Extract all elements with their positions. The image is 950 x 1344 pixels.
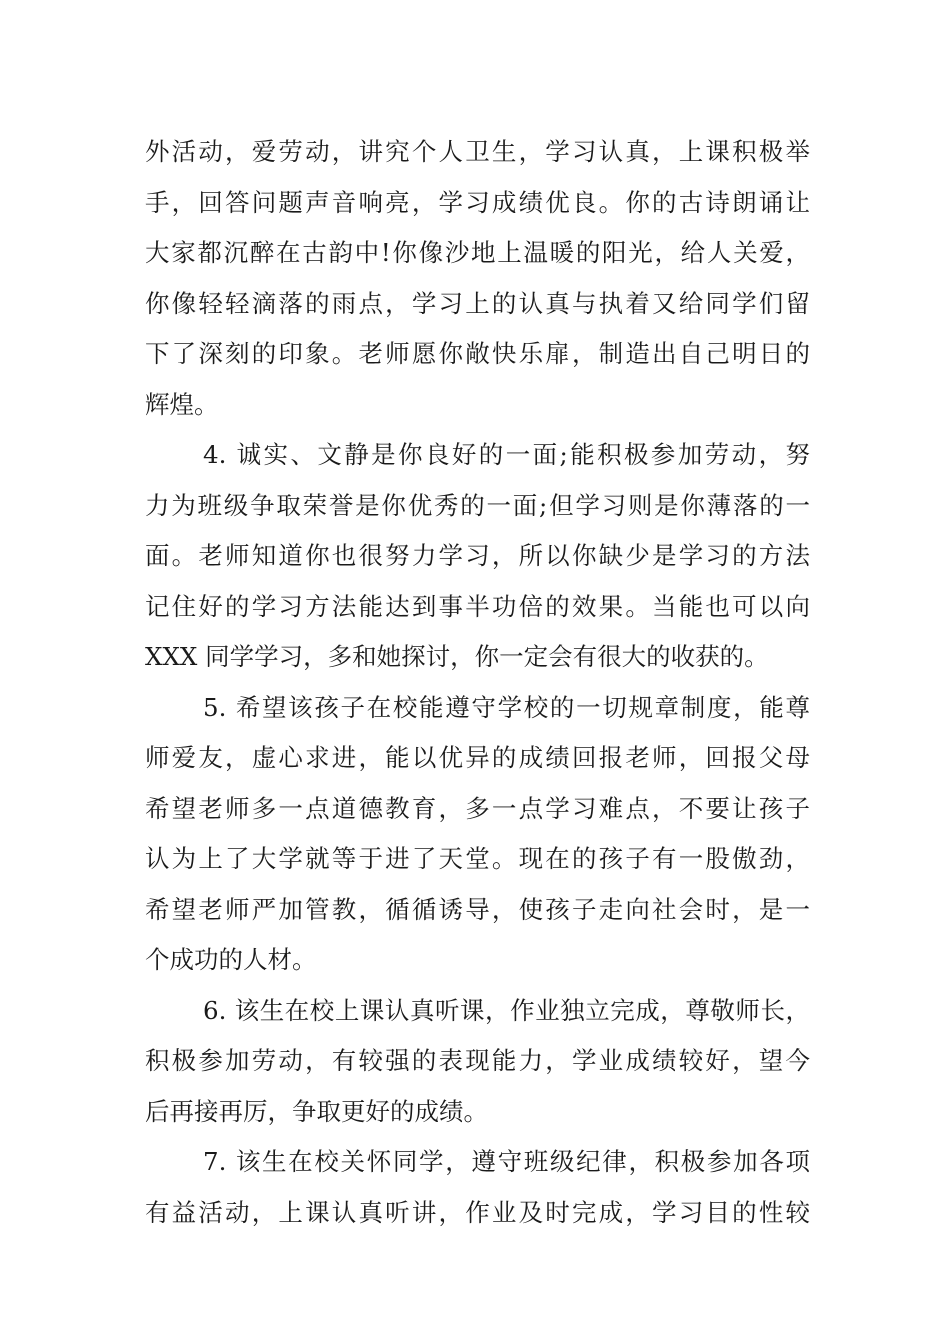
text-line: 6. 该生在校上课认真听课，作业独立完成，尊敬师长， [203, 995, 810, 1025]
text-line: 大家都沉醉在古韵中!你像沙地上温暖的阳光，给人关爱， [145, 238, 810, 267]
text-line: 后再接再厉，争取更好的成绩。 [145, 1096, 488, 1126]
text-line: 希望老师严加管教，循循诱导，使孩子走向社会时，是一 [145, 894, 810, 924]
text-line: 记住好的学习方法能达到事半功倍的效果。当能也可以向 [145, 591, 810, 621]
text-line: 认为上了大学就等于进了天堂。现在的孩子有一股傲劲， [145, 844, 810, 873]
text-line: 面。老师知道你也很努力学习，所以你缺少是学习的方法 [145, 541, 810, 570]
text-line: 7. 该生在校关怀同学，遵守班级纪律，积极参加各项 [203, 1147, 810, 1176]
text-line: 师爱友，虚心求进，能以优异的成绩回报老师，回报父母 [145, 743, 810, 772]
text-line: XXX 同学学习，多和她探讨，你一定会有很大的收获的。 [145, 642, 769, 671]
text-line: 手，回答问题声音响亮，学习成绩优良。你的古诗朗诵让 [145, 187, 810, 217]
text-line: 力为班级争取荣誉是你优秀的一面;但学习则是你薄落的一 [145, 490, 810, 520]
document-body [145, 127, 810, 1238]
text-line: 4. 诚实、文静是你良好的一面;能积极参加劳动，努 [203, 440, 810, 469]
text-line: 有益活动，上课认真听讲，作业及时完成，学习目的性较 [145, 1197, 810, 1227]
text-line: 个成功的人材。 [145, 945, 317, 974]
text-line: 希望老师多一点道德教育，多一点学习难点，不要让孩子 [145, 793, 810, 823]
text-line: 外活动，爱劳动，讲究个人卫生，学习认真，上课积极举 [145, 137, 810, 166]
text-line: 5. 希望该孩子在校能遵守学校的一切规章制度，能尊 [203, 692, 810, 722]
text-line: 你像轻轻滴落的雨点，学习上的认真与执着又给同学们留 [145, 288, 810, 318]
text-line: 下了深刻的印象。老师愿你敞快乐扉，制造出自己明日的 [145, 339, 810, 368]
text-line: 辉煌。 [145, 389, 219, 419]
text-line: 积极参加劳动，有较强的表现能力，学业成绩较好，望今 [145, 1046, 810, 1075]
